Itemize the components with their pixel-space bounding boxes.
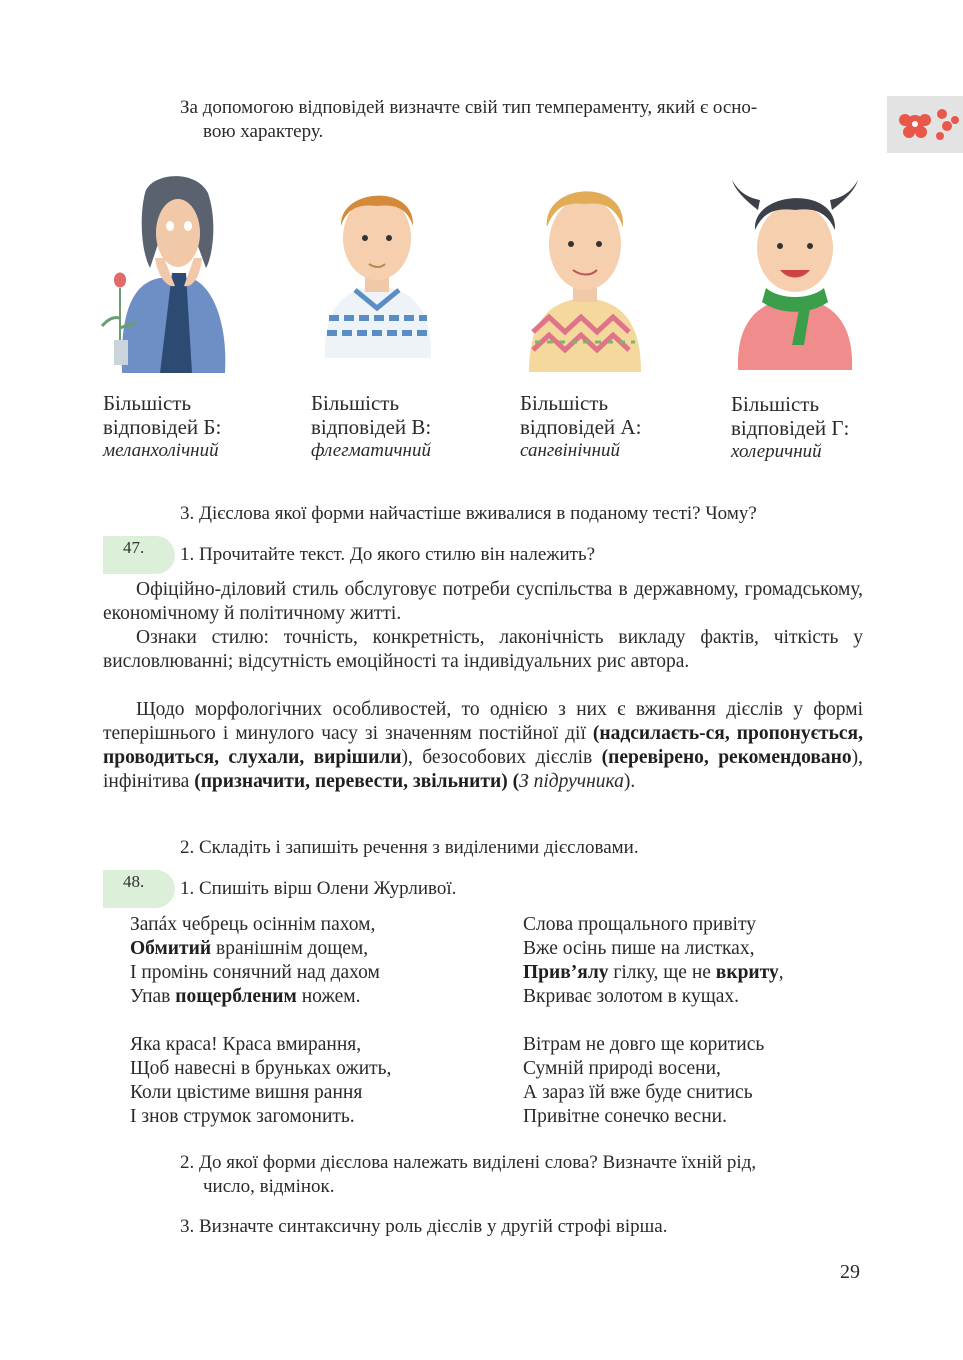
temperament-type: холеричний: [731, 441, 822, 462]
p3-text: Щодо морфологічних особливостей, то однією з них є вживання дієслів у формі теперішнього і минулого часу зі значенням постійної дії: [103, 699, 863, 744]
exercise-48-badge: 48.: [103, 870, 175, 908]
poem-line: Упав пощербленим ножем.: [130, 986, 361, 1007]
highlighted-verbs: (призначити, перевести, звільнити): [194, 771, 508, 792]
phlegmatic-portrait: [315, 178, 440, 358]
temperament-type: меланхолічний: [103, 440, 219, 461]
poem-left-stanza-1: [130, 913, 380, 1009]
paren-close: ).: [623, 771, 636, 792]
caption-melancholic: [103, 391, 273, 463]
flower-ornament-icon: [887, 96, 963, 153]
task2-intro: [180, 96, 893, 144]
caption-line: Більшість: [103, 391, 192, 415]
temperament-type: сангвінічний: [520, 440, 621, 461]
poem-line: І знов струмок загомонить.: [130, 1106, 355, 1127]
task2-line2: вою характеру.: [203, 121, 324, 142]
poem-line: Коли цвістиме вишня рання: [130, 1082, 363, 1103]
caption-line: відповідей А:: [520, 415, 642, 439]
caption-line: відповідей Б:: [103, 415, 222, 439]
task2-line2: число, відмінок.: [203, 1176, 335, 1197]
poem-line: Вітрам не довго ще коритись: [523, 1034, 765, 1055]
poem-right-stanza-2: [523, 1033, 764, 1129]
melancholic-portrait: [100, 168, 230, 373]
poem-line: Вже осінь пише на листках,: [523, 938, 755, 959]
caption-sanguine: [520, 391, 690, 463]
choleric-portrait: [730, 170, 860, 370]
poem-line: Привітне сонечко весни.: [523, 1106, 727, 1127]
task3: 3. Дієслова якої форми найчастіше вживалися в поданому тесті? Чому?: [180, 503, 757, 524]
caption-line: Більшість: [311, 391, 400, 415]
ex48-task3: 3. Визначте синтаксичну роль дієслів у другій строфі вірша.: [180, 1216, 668, 1237]
poem-line: А зараз їй вже буде снитись: [523, 1082, 753, 1103]
poem-line: Щоб навесні в бруньках ожить,: [130, 1058, 392, 1079]
caption-line: відповідей В:: [311, 415, 432, 439]
task2-line1: 2. До якої форми дієслова належать виділені слова? Визначте їхній рід,: [180, 1152, 757, 1173]
poem-line: Яка краса! Краса вмирання,: [130, 1034, 362, 1055]
poem-line: Запáх чебрець осіннім пахом,: [130, 914, 376, 935]
poem-left-stanza-2: [130, 1033, 391, 1129]
caption-line: Більшість: [520, 391, 609, 415]
poem-line: Вкриває золотом в кущах.: [523, 986, 740, 1007]
ex47-task2: 2. Складіть і запишіть речення з виділеними дієсловами.: [180, 837, 639, 858]
caption-choleric: [731, 392, 901, 464]
caption-line: відповідей Г:: [731, 416, 850, 440]
paren-open: (: [512, 771, 520, 792]
ex47-task1: 1. Прочитайте текст. До якого стилю він належить?: [180, 544, 596, 565]
task2-line1: За допомогою відповідей визначте свій тип темпераменту, який є осно-: [180, 97, 758, 118]
ex47-paragraph-1: Офіційно-діловий стиль обслуговує потреби суспільства в державному, громадському, економічному й політичному житті.: [103, 579, 863, 624]
caption-phlegmatic: [311, 391, 481, 463]
ex47-paragraph-3: [103, 698, 863, 794]
sanguine-portrait: [525, 172, 645, 372]
p3-text: ), безособових дієслів: [401, 747, 602, 768]
poem-line: І промінь сонячний над дахом: [130, 962, 380, 983]
ex48-task1: 1. Спишіть вірш Олени Журливої.: [180, 878, 457, 899]
poem-line: Слова прощального привіту: [523, 914, 756, 935]
poem-right-stanza-1: [523, 913, 784, 1009]
temperament-type: флегматичний: [311, 440, 431, 461]
corner-ornament: [887, 96, 963, 153]
highlighted-verbs: (надсилаєть-ся, пропонується, проводиться, слухали, вирішили: [103, 723, 863, 768]
poem-line: Сумній природі восени,: [523, 1058, 721, 1079]
ex47-paragraph-2: Ознаки стилю: точність, конкретність, лаконічність викладу фактів, чіткість у висловлюванні; відсутність емоційності та індивідуальних рис автора.: [103, 627, 863, 672]
source-note: З підручника: [519, 771, 624, 792]
caption-line: Більшість: [731, 392, 820, 416]
page-number: 29: [840, 1261, 860, 1283]
poem-line: Прив’ялу гілку, ще не вкриту,: [523, 962, 784, 983]
p3-text: ), інфінітива: [103, 747, 863, 792]
ex48-task2: [180, 1151, 870, 1199]
poem-line: Обмитий вранішнім дощем,: [130, 938, 369, 959]
highlighted-verbs: (перевірено, рекомендовано: [601, 747, 852, 768]
exercise-47-badge: 47.: [103, 536, 175, 574]
